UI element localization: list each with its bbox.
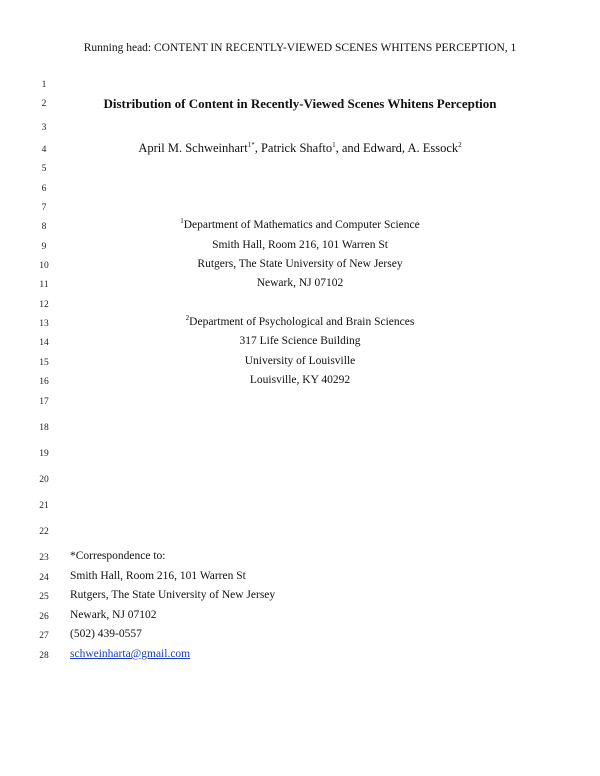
line-number: 8 [41, 222, 47, 232]
affiliation-1-institution: Rutgers, The State University of New Jersey [197, 258, 403, 270]
line-number: 20 [39, 475, 49, 485]
affiliation-mark: 2 [185, 314, 190, 323]
affiliation-1-city: Newark, NJ 07102 [256, 277, 344, 289]
author-name: , Patrick Shafto [254, 141, 333, 155]
correspondence-phone: (502) 439-0557 [70, 628, 142, 640]
line-number: 28 [39, 651, 49, 661]
line-number: 3 [41, 123, 47, 133]
correspondence-address: Smith Hall, Room 216, 101 Warren St [70, 570, 246, 582]
line-number: 9 [41, 242, 47, 252]
line-number: 1 [41, 80, 47, 90]
correspondence-institution: Rutgers, The State University of New Jersey [70, 589, 276, 601]
line-number: 26 [39, 612, 49, 622]
line-number: 5 [41, 164, 47, 174]
line-number: 10 [39, 261, 49, 271]
affiliation-2-address: 317 Life Science Building [239, 335, 361, 347]
affiliation-2-city: Louisville, KY 40292 [249, 374, 351, 386]
author-affiliation-mark: 1 [332, 140, 336, 149]
line-number: 27 [39, 631, 49, 641]
affiliation-2-department: Department of Psychological and Brain Sciences [189, 316, 415, 328]
paper-title: Distribution of Content in Recently-Viewed Scenes Whitens Perception [103, 96, 497, 111]
line-number: 7 [41, 203, 47, 213]
line-number: 14 [39, 338, 49, 348]
affiliation-1-address: Smith Hall, Room 216, 101 Warren St [212, 239, 388, 251]
line-number: 24 [39, 573, 49, 583]
affiliation-2-name [0, 316, 600, 328]
line-number: 13 [39, 319, 49, 329]
line-number: 11 [39, 280, 49, 290]
line-number: 16 [39, 377, 49, 387]
line-number: 21 [39, 501, 49, 511]
line-number: 22 [39, 527, 49, 537]
correspondence-email-row [70, 648, 550, 660]
author-affiliation-mark: 1* [247, 140, 255, 149]
affiliation-mark: 1 [180, 217, 184, 226]
email-link[interactable]: schweinharta@gmail.com [70, 648, 191, 660]
line-number: 2 [41, 99, 47, 109]
running-head: Running head: CONTENT IN RECENTLY-VIEWED SCENES WHITENS PERCEPTION, 1 [83, 42, 517, 54]
line-number: 15 [39, 358, 49, 368]
correspondence-city: Newark, NJ 07102 [70, 609, 157, 621]
affiliation-1-department: Department of Mathematics and Computer Science [183, 219, 420, 231]
line-number: 4 [41, 145, 47, 155]
line-number: 25 [39, 592, 49, 602]
affiliation-1-name [0, 219, 600, 231]
line-number: 18 [39, 423, 49, 433]
line-number: 6 [41, 184, 47, 194]
author-affiliation-mark: 2 [458, 140, 462, 149]
line-number: 23 [39, 553, 49, 563]
correspondence-label: *Correspondence to: [70, 550, 166, 562]
author-name: , and Edward, A. Essock [335, 141, 459, 155]
author-list [0, 141, 600, 156]
line-number: 17 [39, 397, 49, 407]
line-number: 19 [39, 449, 49, 459]
author-name: April M. Schweinhart [138, 141, 248, 155]
affiliation-2-institution: University of Louisville [244, 355, 356, 367]
line-number: 12 [39, 300, 49, 310]
